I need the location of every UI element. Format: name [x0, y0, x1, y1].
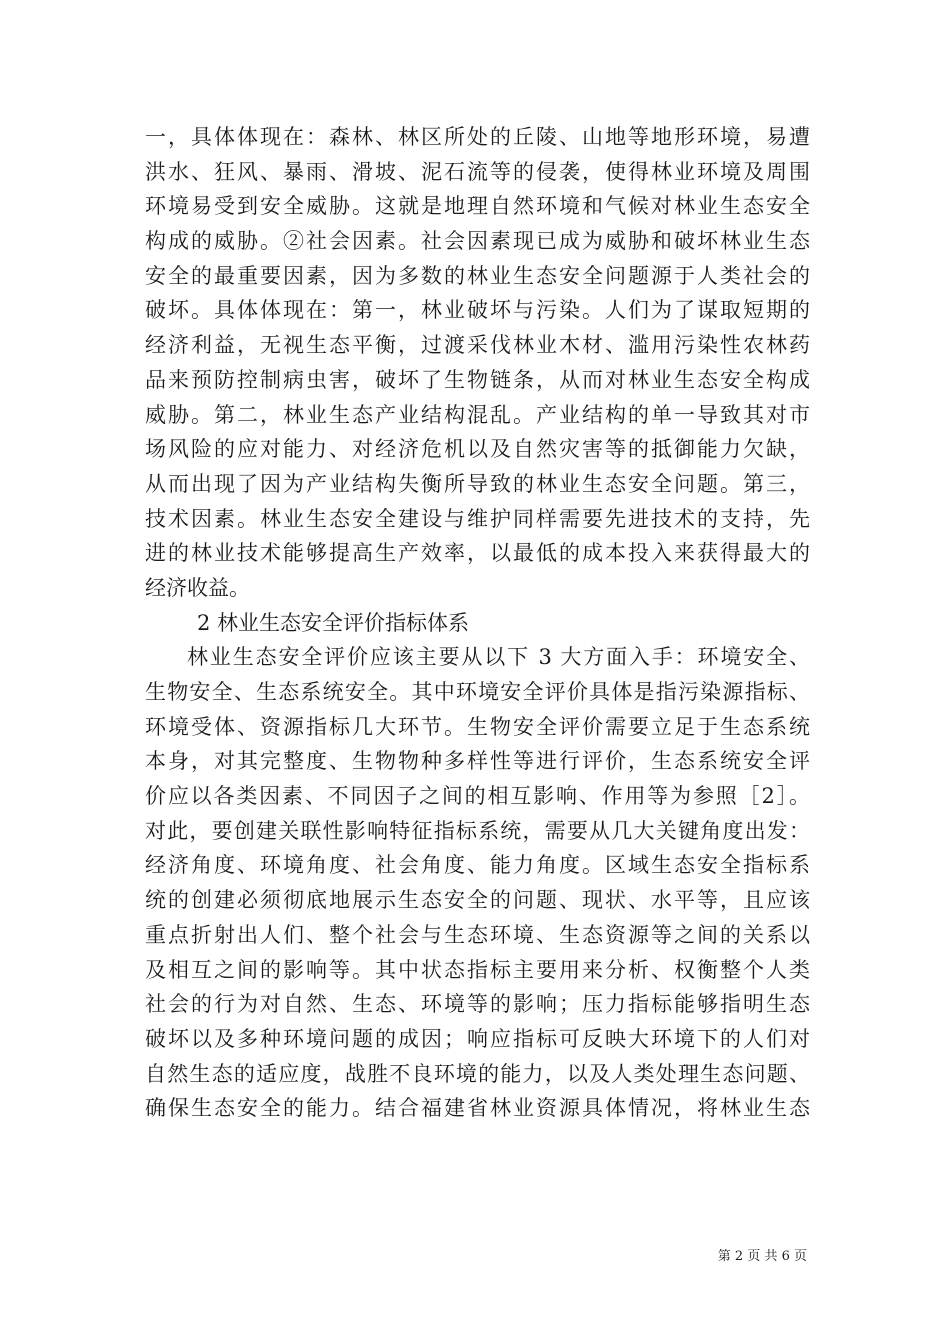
text-line: 安全的最重要因素，因为多数的林业生态安全问题源于人类社会的	[145, 263, 810, 288]
body-text	[145, 120, 810, 1126]
text-line: 洪水、狂风、暴雨、滑坡、泥石流等的侵袭，使得林业环境及周围	[145, 159, 810, 184]
text-line: 重点折射出人们、整个社会与生态环境、生态资源等之间的关系以	[145, 922, 810, 947]
section-heading: 2 林业生态安全评价指标体系	[197, 610, 470, 635]
text-line: 破坏。具体体现在：第一，林业破坏与污染。人们为了谋取短期的	[145, 298, 810, 323]
text-line: 经济角度、环境角度、社会角度、能力角度。区域生态安全指标系	[145, 853, 810, 878]
text-line: 场风险的应对能力、对经济危机以及自然灾害等的抵御能力欠缺，	[145, 437, 810, 462]
paragraph-2	[145, 640, 810, 1126]
text-line: 从而出现了因为产业结构失衡所导致的林业生态安全问题。第三，	[145, 471, 810, 496]
text-line: 环境受体、资源指标几大环节。生物安全评价需要立足于生态系统	[145, 714, 810, 739]
text-line: 社会的行为对自然、生态、环境等的影响；压力指标能够指明生态	[145, 992, 810, 1017]
text-line: 品来预防控制病虫害，破坏了生物链条，从而对林业生态安全构成	[145, 367, 810, 392]
text-line: 生物安全、生态系统安全。其中环境安全评价具体是指污染源指标、	[145, 680, 810, 704]
text-line: 经济利益，无视生态平衡，过渡采伐林业木材、滥用污染性农林药	[145, 333, 810, 358]
text-line: 环境易受到安全威胁。这就是地理自然环境和气候对林业生态安全	[145, 194, 810, 219]
text-line: 价应以各类因素、不同因子之间的相互影响、作用等为参照［2］。	[145, 784, 810, 809]
text-line: 及相互之间的影响等。其中状态指标主要用来分析、权衡整个人类	[145, 957, 810, 982]
text-line: 进的林业技术能够提高生产效率，以最低的成本投入来获得最大的	[145, 541, 810, 566]
text-line: 确保生态安全的能力。结合福建省林业资源具体情况，将林业生态	[145, 1096, 810, 1121]
paragraph-1	[145, 120, 810, 606]
text-line: 自然生态的适应度，战胜不良环境的能力，以及人类处理生态问题、	[145, 1061, 810, 1086]
text-line: 破坏以及多种环境问题的成因；响应指标可反映大环境下的人们对	[145, 1026, 810, 1051]
page-number: 第 2 页 共 6 页	[717, 1249, 807, 1264]
text-line: 对此，要创建关联性影响特征指标系统，需要从几大关键角度出发：	[145, 818, 810, 843]
text-line: 经济收益。	[145, 575, 250, 600]
text-line: 技术因素。林业生态安全建设与维护同样需要先进技术的支持，先	[145, 506, 810, 531]
text-line: 威胁。第二，林业生态产业结构混乱。产业结构的单一导致其对市	[145, 402, 810, 427]
text-line: 构成的威胁。②社会因素。社会因素现已成为威胁和破坏林业生态	[145, 229, 810, 254]
text-line: 本身，对其完整度、生物物种多样性等进行评价，生态系统安全评	[145, 749, 810, 774]
text-line: 一，具体体现在：森林、林区所处的丘陵、山地等地形环境，易遭	[145, 125, 810, 149]
text-line: 统的创建必须彻底地展示生态安全的问题、现状、水平等，且应该	[145, 888, 810, 913]
text-line: 林业生态安全评价应该主要从以下 3 大方面入手：环境安全、	[187, 645, 810, 670]
